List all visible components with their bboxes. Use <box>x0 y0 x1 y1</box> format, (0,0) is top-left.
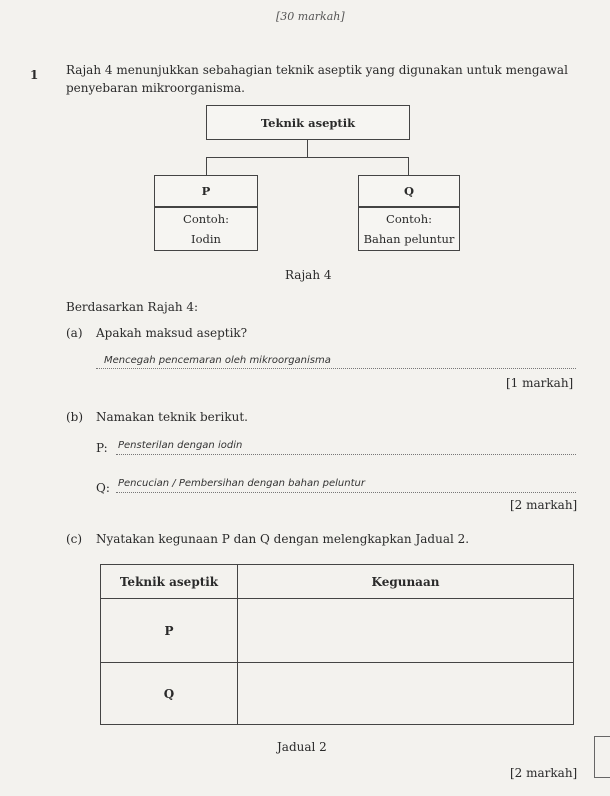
table-row <box>101 663 574 725</box>
marks-box <box>594 736 610 778</box>
total-marks: [30 markah] <box>276 10 345 23</box>
table-header-technique: Teknik aseptik <box>101 565 238 599</box>
part-a-answer-line <box>96 368 576 369</box>
diagram-p-example-box <box>154 207 258 251</box>
intro-text: Berdasarkan Rajah 4: <box>66 300 199 314</box>
part-b-label: (b) <box>66 410 84 424</box>
part-b-question: Namakan teknik berikut. <box>96 410 248 424</box>
part-b-q-label: Q: <box>96 481 110 495</box>
part-b-p-answer: Pensterilan dengan iodin <box>118 440 243 451</box>
part-c-question: Nyatakan kegunaan P dan Q dengan melengkapkan Jadual 2. <box>96 532 470 546</box>
table-header-usage: Kegunaan <box>238 565 574 599</box>
q-example: Bahan peluntur <box>363 232 455 246</box>
part-a-question: Apakah maksud aseptik? <box>96 326 248 340</box>
part-b-marks: [2 markah] <box>510 498 578 512</box>
question-stem: Rajah 4 menunjukkan sebahagian teknik aseptik yang digunakan untuk mengawal penyebaran mikroorganisma. <box>66 63 568 95</box>
question-number: 1 <box>30 68 39 82</box>
diagram-q-example-box <box>358 207 460 251</box>
table-caption: Jadual 2 <box>277 740 327 754</box>
table-row-p-usage[interactable] <box>238 599 574 663</box>
table-row-q-usage[interactable] <box>238 663 574 725</box>
part-b-p-label: P: <box>96 441 108 455</box>
usage-table <box>100 564 574 725</box>
part-b-q-line <box>116 492 576 493</box>
table-header-row <box>101 565 574 599</box>
table-row-p-label: P <box>101 599 238 663</box>
connector-right <box>408 157 409 175</box>
p-example-title: Contoh: <box>183 212 229 226</box>
q-example-title: Contoh: <box>386 212 432 226</box>
part-c-marks: [2 markah] <box>510 766 578 780</box>
diagram-root-box: Teknik aseptik <box>206 105 410 140</box>
diagram-p-box: P <box>154 175 258 207</box>
part-a-answer: Mencegah pencemaran oleh mikroorganisma <box>104 355 331 366</box>
part-b-q-answer: Pencucian / Pembersihan dengan bahan peluntur <box>118 478 365 489</box>
part-a-label: (a) <box>66 326 83 340</box>
table-row <box>101 599 574 663</box>
diagram-q-box: Q <box>358 175 460 207</box>
part-c-label: (c) <box>66 532 83 546</box>
connector-vertical <box>307 140 308 157</box>
part-a-marks: [1 markah] <box>506 376 574 390</box>
p-example: Iodin <box>191 232 221 246</box>
connector-horizontal <box>206 157 408 158</box>
table-row-q-label: Q <box>101 663 238 725</box>
connector-left <box>206 157 207 175</box>
part-b-p-line <box>116 454 576 455</box>
diagram-caption: Rajah 4 <box>285 268 332 282</box>
